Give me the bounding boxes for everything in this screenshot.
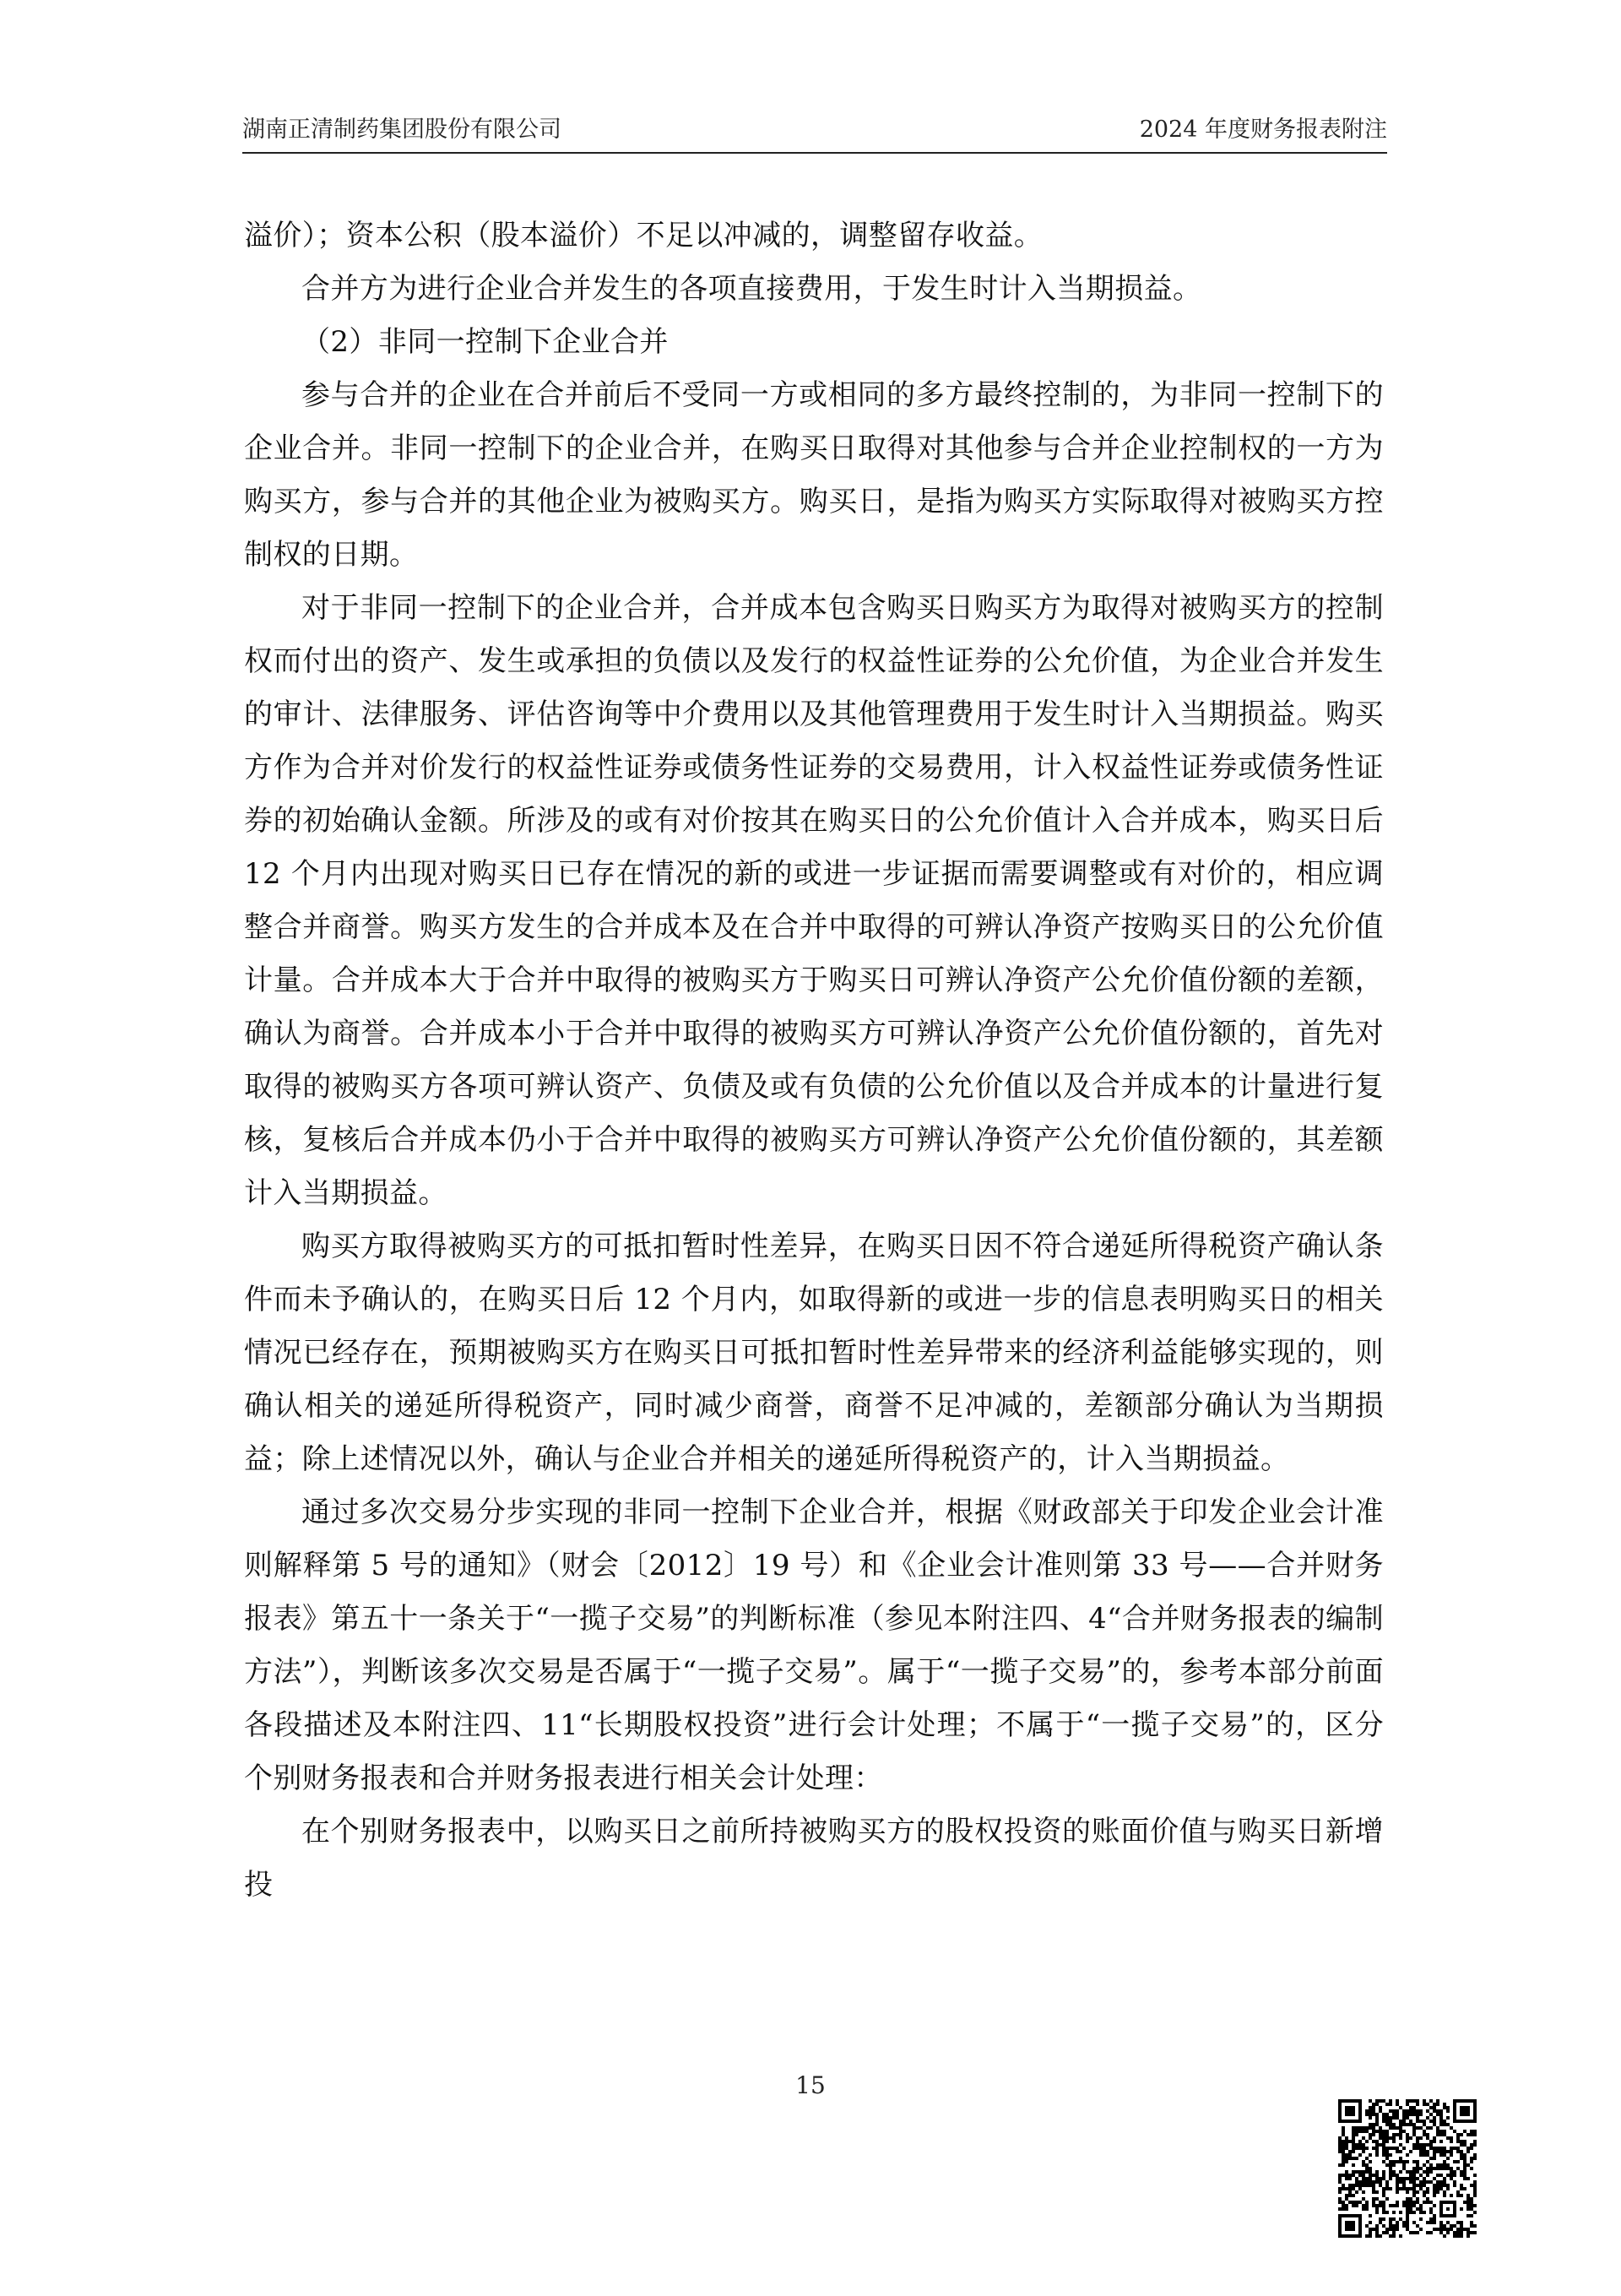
paragraph: 对于非同一控制下的企业合并，合并成本包含购买日购买方为取得对被购买方的控制权而付出的资产、发生或承担的负债以及发行的权益性证券的公允价值，为企业合并发生的审计、法律服务、评估咨询等中介费用以及其他管理费用于发生时计入当期损益。购买方作为合并对价发行的权益性证券或债务性证券的交易费用，计入权益性证券或债务性证券的初始确认金额。所涉及的或有对价按其在购买日的公允价值计入合并成本，购买日后 12 个月内出现对购买日已存在情况的新的或进一步证据而需要调整或有对价的，相应调整合并商誉。购买方发生的合并成本及在合并中取得的可辨认净资产按购买日的公允价值计量。合并成本大于合并中取得的被购买方于购买日可辨认净资产公允价值份额的差额，确认为商誉。合并成本小于合并中取得的被购买方可辨认净资产公允价值份额的，首先对取得的被购买方各项可辨认资产、负债及或有负债的公允价值以及合并成本的计量进行复核，复核后合并成本仍小于合并中取得的被购买方可辨认净资产公允价值份额的，其差额计入当期损益。 <box>244 591 1384 1210</box>
qr-code-icon <box>1338 2099 1477 2238</box>
page-number: 15 <box>795 2071 826 2099</box>
paragraph: 通过多次交易分步实现的非同一控制下企业合并，根据《财政部关于印发企业会计准则解释第 5 号的通知》（财会〔2012〕19 号）和《企业会计准则第 33 号——合并财务报表》第五十一条关于“一揽子交易”的判断标准（参见本附注四、4“合并财务报表的编制方法”），判断该多次交易是否属于“一揽子交易”。属于“一揽子交易”的，参考本部分前面各段描述及本附注四、11“长期股权投资”进行会计处理；不属于“一揽子交易”的，区分个别财务报表和合并财务报表进行相关会计处理： <box>244 1495 1384 1795</box>
paragraph: 溢价）；资本公积（股本溢价）不足以冲减的，调整留存收益。 <box>244 219 1044 252</box>
paragraph: 在个别财务报表中，以购买日之前所持被购买方的股权投资的账面价值与购买日新增投 <box>244 1815 1384 1902</box>
header-report-title: 2024 年度财务报表附注 <box>1139 117 1387 143</box>
paragraph: 合并方为进行企业合并发生的各项直接费用，于发生时计入当期损益。 <box>301 272 1202 306</box>
section-heading: （2）非同一控制下企业合并 <box>301 325 669 359</box>
paragraph: 参与合并的企业在合并前后不受同一方或相同的多方最终控制的，为非同一控制下的企业合并。非同一控制下的企业合并，在购买日取得对其他参与合并企业控制权的一方为购买方，参与合并的其他企业为被购买方。购买日，是指为购买方实际取得对被购买方控制权的日期。 <box>244 378 1384 572</box>
header-company-name: 湖南正清制药集团股份有限公司 <box>242 117 561 143</box>
page-header <box>242 108 1387 154</box>
paragraph: 购买方取得被购买方的可抵扣暂时性差异，在购买日因不符合递延所得税资产确认条件而未予确认的，在购买日后 12 个月内，如取得新的或进一步的信息表明购买日的相关情况已经存在，预期被购买方在购买日可抵扣暂时性差异带来的经济利益能够实现的，则确认相关的递延所得税资产，同时减少商誉，商誉不足冲减的，差额部分确认为当期损益；除上述情况以外，确认与企业合并相关的递延所得税资产的，计入当期损益。 <box>244 1229 1384 1476</box>
body-text <box>244 209 1384 1912</box>
